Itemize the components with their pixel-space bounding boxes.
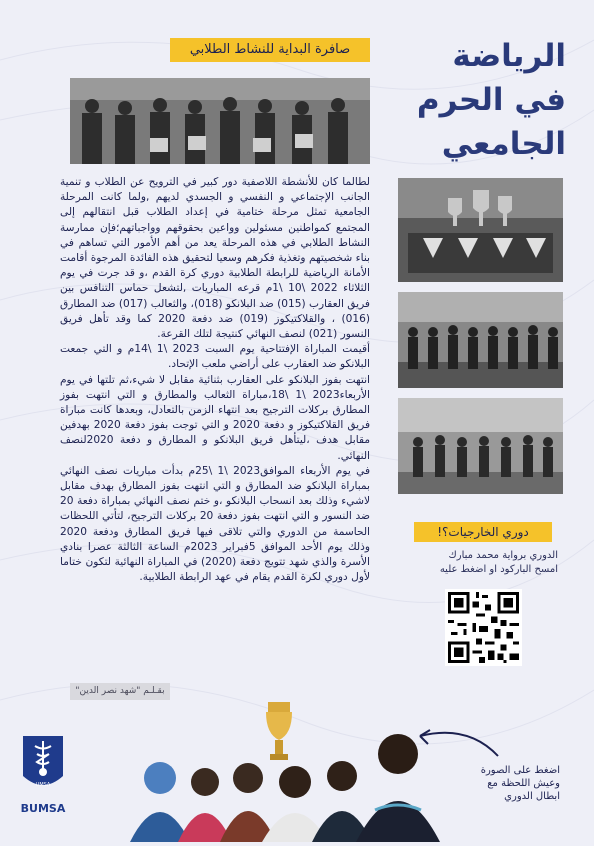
article-body	[60, 175, 370, 585]
champions-celebration-photo[interactable]	[120, 690, 470, 842]
qr-code[interactable]	[445, 589, 522, 666]
team-lineup-photo[interactable]	[398, 292, 563, 388]
trophies-photo-graphic	[398, 178, 563, 282]
league-line-1: الدوري برواية محمد مبارك	[448, 550, 558, 561]
league-banner: دوري الخارجيات؟!	[414, 522, 552, 542]
bumsa-logo	[20, 734, 66, 820]
team-lineup-photo-graphic	[398, 292, 563, 388]
team-award-photo-graphic	[70, 78, 370, 164]
title-line-2: في الحرم	[416, 82, 566, 118]
league-description	[395, 549, 558, 577]
logo-text: BUMSA	[20, 802, 66, 815]
qr-code-graphic	[445, 589, 522, 666]
team-award-photo[interactable]	[70, 78, 370, 164]
bumsa-emblem-icon	[20, 734, 66, 820]
logo-emblem-text: UMSA	[35, 782, 51, 788]
champions-photo-graphic	[120, 690, 470, 842]
cta-line-3: ابطال الدوري	[504, 791, 560, 802]
subtitle-banner: صافرة البداية للنشاط الطلابي	[170, 38, 370, 62]
trophies-photo[interactable]	[398, 178, 563, 282]
page-title	[396, 34, 566, 166]
cta-line-2: وعيش اللحظة مع	[487, 778, 560, 789]
title-line-3: الجامعي	[441, 126, 566, 162]
article-paragraph-1: لطالما كان للأنشطة اللاصفية دور كبير في الترويح عن الطلاب و تنمية الجانب الإجتماعي و النفسي و الجسدي لديهم ,ولما كانت المرحلة الجامعية تمثل مرحلة ختامية في إعداد الطلاب قبل انتقالهم إلى المجتمع كمواطنين مسئولين وواعين بحقوقهم وواجباتهم؛فإن ممارسة النشاط الطلابي في هذه المرحلة يعد من أهم الأمور التي تساهم في بناء شخصيتهم وتغذية فكرهم وسعيا لتحقيق هذه الفائدة المرجوة أقامت الأمانة الرياضية للرابطة الطلابية دوري كرة القدم ،و قد جرت في يوم الثلاثاء 2022 \10 \1م قرعه المباريات ,لتشعل حماس التنافس بين فريق العقارب (015) ضد البلانكو (018)، والثعالب (017) ضد المطارق (016) ، والقلاكتيكوز (019) ضد دفعة 2020 كما وقد تأهل فريق النسور (021) لنصف النهائي كنتيجة لتلك القرعة.	[60, 176, 370, 341]
title-line-1: الرياضة	[452, 38, 566, 74]
match-players-photo[interactable]	[398, 398, 563, 494]
article-paragraph-2: أقيمت المباراة الإفتتاحية يوم السبت 2023 \1 \14م و التي جمعت البلانكو ضد العقارب على أراضي ملعب الإتحاد.	[60, 343, 370, 371]
author-credit: بقـلـم "شهد نصر الدين"	[70, 683, 170, 700]
article-paragraph-3: انتهت بفوز البلانكو على العقارب بثنائية مقابل لا شيء،ثم تلتها في يوم الأربعاء2023 \1 \18،مباراة الثعالب والمطارق و التي انتهت بفوز المطارق بركلات الترجيح بعد انتهاء الزمن بالتعادل، وبعدها كانت مباراة فريق القلاكتيكوز و دفعة 2020 و التي توجت بفوز دفعة 2020 بهدفين مقابل هدف ،ليتأهل فريق البلانكو و المطارق و دفعة 2020لنصف النهائي.	[60, 373, 371, 462]
cta-line-1: اضغط على الصورة	[480, 765, 560, 776]
article-paragraph-4: في يوم الأربعاء الموافق2023 \1 \25م بدأت مباريات نصف النهائي بمباراة البلانكو ضد المطارق و التي انتهت بفوز المطارق بهدف مقابل لاشيء وذلك بعد انسحاب البلانكو ،و ختم نصف النهائي بمباراة دفعة 20 ضد النسور و التي انتهت بفوز دفعة 20 بركلات الترجيح، لتأتي اللحظات الحاسمة من الدوري والتي تلاقى فيها فريق المطارق ودفعة 2020 وذلك يوم الأحد الموافق 5فبراير 2023م الساعة الثالثة عصرا بنادي الأسرة والذي شهد تتويج دفعة (2020) في المباراة النهائية لتكون ختاما لأول دوري لكرة القدم يقام في عهد الرابطة الطلابية.	[60, 464, 371, 584]
photo-cta[interactable]	[470, 764, 560, 803]
match-players-photo-graphic	[398, 398, 563, 494]
league-line-2: امسح الباركود او اضغط عليه	[439, 564, 558, 575]
